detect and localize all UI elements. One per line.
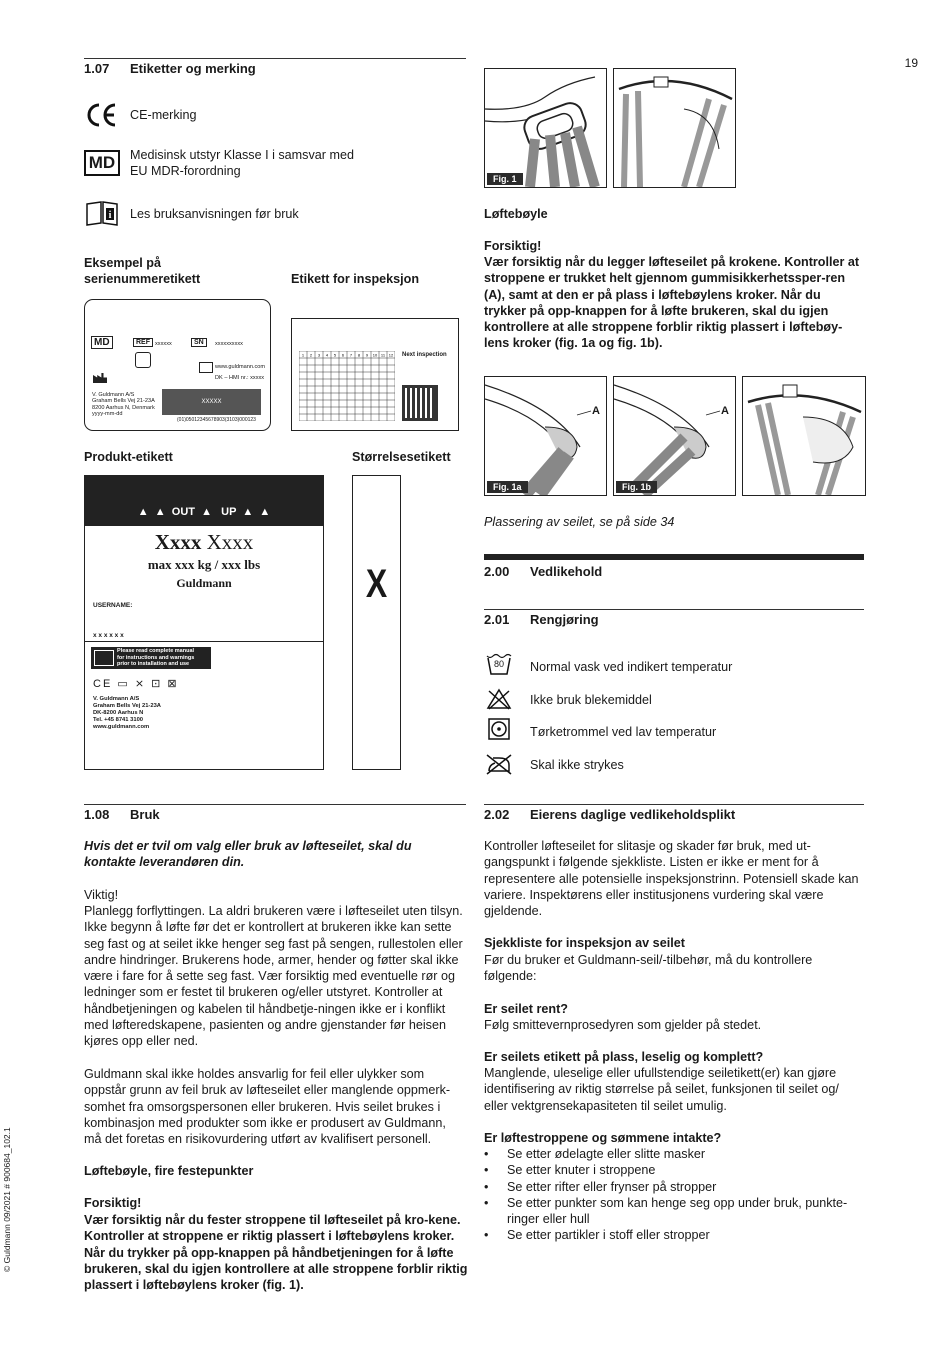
manual-text: Les bruksanvisningen før bruk [130, 207, 299, 221]
loftebøyle-warning-text: Vær forsiktig når du legger løfteseilet på krokene. Kontroller at stroppene er trukket helt gjennom gummisikkerhetssper-ren (A), samt at den er på plass i løftebøylens kroker. Når du trykker på opp-knappen for å løfte brukeren, skal du igjen kontrollere at alle stroppene forblir riktig plassert i løftebøy-lens kroker (fig. 1a og fig. 1b). [484, 255, 860, 351]
product-label-serial: x x x x x x [93, 632, 124, 639]
label-ref-box: REF [133, 338, 153, 347]
rule-201 [484, 609, 864, 610]
s108-important-head: Viktig! [84, 888, 119, 902]
placement-note: Plassering av seilet, se på side 34 [484, 515, 675, 529]
label-web: www.guldmann.com [215, 364, 266, 370]
section-200-heading: 2.00 Vedlikehold [484, 564, 603, 579]
inspection-col-9: 9 [365, 352, 369, 358]
figure-1b [613, 376, 736, 496]
serial-number-label [84, 299, 271, 431]
md-icon: MD [84, 150, 120, 176]
figure-1a [484, 376, 607, 496]
manual-small-icon [199, 362, 213, 373]
inspection-col-4: 4 [325, 352, 329, 358]
size-label-value: X [365, 562, 388, 606]
rule-202 [484, 804, 864, 805]
inspection-col-2: 2 [309, 352, 313, 358]
inspection-label-heading: Etikett for inspeksjon [291, 272, 420, 286]
inspection-col-1: 1 [301, 352, 305, 358]
rule-107 [84, 58, 466, 59]
s202-a1: Følg smittevernprosedyren som gjelder på stedet. [484, 1018, 762, 1032]
label-address: V. Guldmann A/S Graham Bells Vej 21-23A 8200 Aarhus N, Denmark yyyy-mm-dd [92, 392, 155, 418]
tumble-dry-icon: ⊡ [151, 678, 163, 690]
md-text: Medisinsk utstyr Klasse I i samsvar med EU MDR-forordning [130, 148, 354, 178]
serial-label-heading: Eksempel på serienummeretikett [84, 256, 201, 287]
no-iron-icon: ⊠ [167, 678, 179, 690]
product-label-divider [85, 641, 323, 642]
s108-important-text: Planlegg forflyttingen. La aldri brukeren være i løfteseilet uten tilsyn. Ikke begynn å løfte før det er kontrollert at brukeren ikke kan sette seg fast og at seilet ikke henger seg fast på sengen, rullestolen eller andre hindringer. Brukerens hode, armer, hender og føtter skal ikke være i fare for å sette seg fast. Vær forsiktig med eventuelle rør og ledninger som er festet til brukeren og/eller utstyret. Kontroller at håndbetjeningen og kabelen til håndbetje-ningen ikke er i konflikt med løfteredskapene, pasienten og andre gjenstander før heisen kjøres opp eller ned. [84, 904, 463, 1049]
label-dark-box: XXXXX [162, 389, 261, 415]
s202-intro: Kontroller løfteseilet for slitasje og skader før bruk, med ut-gangspunkt i følgende sjekkliste. Listen er ikke er ment for å representere alle potensielle inspeksjonstrinn. Potensiell skade kan variere. Inspektørens eller institusjonens vurdering skal være gjeldende. [484, 839, 859, 919]
s108-intro: Hvis det er tvil om valg eller bruk av løfteseilet, skal du kontakte leverandøren din. [84, 839, 412, 870]
inspection-col-12: 12 [388, 352, 394, 358]
wash-icon: ▭ [117, 678, 130, 690]
ce-mark-text: CE-merking [130, 108, 197, 122]
s108-four-points-heading: Løftebøyle, fire festepunkter [84, 1164, 254, 1178]
figure-1-right [613, 68, 736, 188]
s202-q3: Er løftestroppene og sømmene intakte? [484, 1131, 722, 1145]
no-bleach-icon [486, 688, 512, 710]
section-200-thick-rule [484, 554, 864, 560]
size-label-heading: Størrelsesetikett [352, 450, 451, 464]
ce-mark-icon: CE [93, 678, 113, 690]
product-label-brand: Guldmann [176, 576, 232, 590]
inspection-col-6: 6 [341, 352, 345, 358]
ce-mark-icon [84, 101, 120, 129]
label-barcode-text: (01)05012345678903(3103)000123 [177, 417, 256, 423]
product-label [84, 475, 324, 770]
s202-checklist-heading: Sjekkliste for inspeksjon av seilet [484, 936, 685, 950]
wash-80-icon [486, 653, 512, 675]
loftebøyle-warning-head: Forsiktig! [484, 239, 542, 253]
label-sn-value: xxxxxxxxxx [215, 341, 243, 347]
svg-text:i: i [108, 210, 112, 221]
mark-a-1a: A [592, 405, 600, 417]
s202-q1: Er seilet rent? [484, 1002, 568, 1016]
inspection-grid [299, 351, 395, 421]
manual-book-icon [94, 650, 114, 666]
s202-bullet-list [484, 1146, 864, 1244]
wash-temp: 80 [493, 659, 504, 669]
s108-warning-head: Forsiktig! [84, 1196, 142, 1210]
label-md-box: MD [91, 336, 113, 349]
product-label-banner [85, 476, 323, 526]
product-label-banner-text: ▲ ▲ OUT ▲ UP ▲ ▲ [137, 506, 271, 518]
s202-q2: Er seilets etikett på plass, leselig og komplett? [484, 1050, 764, 1064]
product-label-heading: Produkt-etikett [84, 450, 173, 464]
section-202-heading: 2.02 Eierens daglige vedlikeholdsplikt [484, 807, 736, 822]
list-item: • Se etter knuter i stroppene [484, 1162, 864, 1178]
tumble-dry-low-icon [488, 718, 510, 740]
s202-checklist-text: Før du bruker et Guldmann-seil/-tilbehør, må du kontrollere følgende: [484, 953, 813, 984]
no-iron-text: Skal ikke strykes [530, 758, 624, 772]
care-symbols-row [93, 677, 179, 690]
factory-icon [93, 373, 107, 383]
mark-a-1b: A [721, 405, 729, 417]
list-item: • Se etter punkter som kan henge seg opp under bruk, punkte-ringer eller hull [484, 1195, 864, 1228]
figure-lift-bar [742, 376, 866, 496]
s202-a2: Manglende, uleselige eller ufullstendige seiletikett(er) kan gjøre identifisering av riktig størrelse på seilet, funksjonen til seilet og/ eller vektgrensekapasiteten til seilet umulig. [484, 1066, 839, 1113]
inspection-col-7: 7 [349, 352, 353, 358]
product-label-username: USERNAME: [93, 602, 133, 609]
figure-1-left [484, 68, 607, 188]
label-hmi: DK – HMI nr.: xxxxx [215, 375, 265, 381]
inspection-label [291, 318, 459, 431]
tumble-dry-text: Tørketrommel ved lav temperatur [530, 725, 717, 739]
inspection-col-5: 5 [333, 352, 337, 358]
label-ref-value: xxxxxx [155, 341, 172, 347]
list-item: • Se etter ødelagte eller slitte masker [484, 1146, 864, 1162]
section-107-heading: 1.07 Etiketter og merking [84, 61, 256, 76]
rule-108 [84, 804, 466, 805]
product-label-warning-text: Please read complete manual for instructions and warnings prior to installation and use [117, 648, 195, 667]
inspection-col-8: 8 [357, 352, 361, 358]
page-number: 19 [904, 56, 918, 70]
product-label-address: V. Guldmann A/S Graham Bells Vej 21-23A DK-8200 Aarhus N Tel. +45 8741 3100 www.guldmann.com [93, 696, 161, 730]
inspection-col-11: 11 [380, 352, 386, 358]
wash-text: Normal vask ved indikert temperatur [530, 660, 733, 674]
product-label-warning [91, 647, 211, 669]
product-label-name: Xxxx Xxxx [154, 530, 254, 554]
copyright-side-text: © Guldmann 09/2021 # 900684_102.1 [2, 1127, 12, 1272]
loftebøyle-heading: Løftebøyle [484, 207, 548, 221]
manual-book-icon [84, 200, 120, 226]
qr-code-icon [402, 385, 438, 421]
section-201-heading: 2.01 Rengjøring [484, 612, 599, 627]
product-label-max: max xxx kg / xxx lbs [147, 557, 261, 572]
inspection-col-10: 10 [372, 352, 378, 358]
list-item: • Se etter rifter eller frynser på stropper [484, 1179, 864, 1195]
rfid-icon [135, 352, 151, 368]
inspection-col-3: 3 [317, 352, 321, 358]
list-item: • Se etter partikler i stoff eller stropper [484, 1227, 864, 1243]
fig-1a-label: Fig. 1a [487, 481, 528, 493]
inspection-next-text: Next inspection [402, 352, 447, 358]
section-108-heading: 1.08 Bruk [84, 807, 160, 822]
s108-warning-text: Vær forsiktig når du fester stroppene til løfteseilet på kro-kene. Kontroller at stroppene er riktig plassert i løftebøylens kroker. Når du trykker på opp-knappen på håndbetjeningen for å løfte brukeren, skal du igjen kontrollere at alle stroppene forblir riktig plassert i løftebøylens kroker (fig. 1). [84, 1213, 468, 1293]
fig-1b-label: Fig. 1b [616, 481, 657, 493]
label-sn-box: SN [191, 338, 207, 347]
no-bleach-icon: ⨯ [134, 678, 147, 690]
s108-liability: Guldmann skal ikke holdes ansvarlig for feil eller ulykker som oppstår grunn av feil bruk av løfteseilet eller manglende oppmerk-somhet fra omsorgspersonen eller brukeren. Hvis seilet brukes i kombinasjon med produkter som ikke er produsert av Guldmann, må det foretas en risikovurdering utført av kvalifisert personell. [84, 1067, 451, 1147]
fig-1-label: Fig. 1 [487, 173, 523, 185]
no-iron-icon [485, 753, 513, 775]
no-bleach-text: Ikke bruk blekemiddel [530, 693, 652, 707]
size-label [352, 475, 401, 770]
